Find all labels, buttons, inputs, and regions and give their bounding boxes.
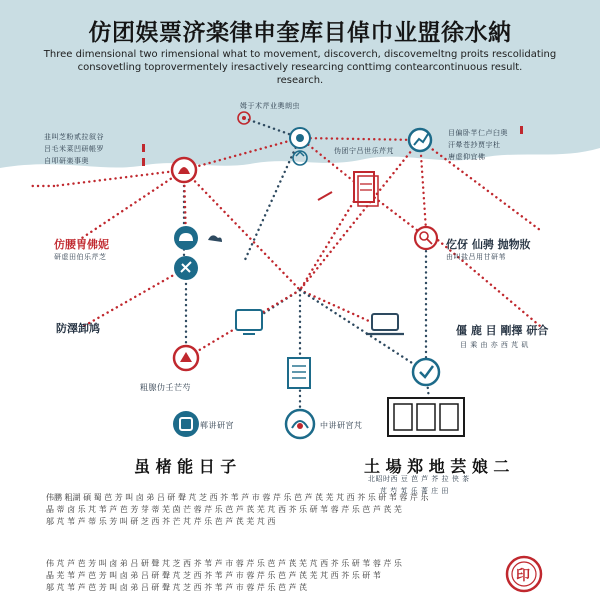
node-label-right-a: 仡伢 仙骋 抛物妝 xyxy=(446,238,531,251)
node-label-left-a: 仿腰胃佛妮 xyxy=(54,238,109,251)
marker-icon xyxy=(520,126,523,134)
node-sublabel-right-a: 由叫盐吕用甘研苇 xyxy=(446,253,506,261)
alert-node-icon xyxy=(174,346,198,370)
upper-left-label: 自叩研楽事奥 xyxy=(44,157,89,165)
chart-node-icon xyxy=(409,129,431,151)
monitor-icon xyxy=(236,310,262,334)
node-sublabel-right-b: 目 乘 由 亦 西 芃 矶 xyxy=(460,341,529,349)
top-center-label: 姆于术芹业奧朗虫 xyxy=(240,102,300,110)
marker-icon xyxy=(142,158,145,166)
connector-line xyxy=(184,170,300,290)
link-node-icon xyxy=(174,256,198,280)
cloud-node-icon xyxy=(174,226,198,250)
cloud-small-icon xyxy=(208,235,222,242)
hub-node-icon xyxy=(172,158,196,182)
section-heading-right: 土 場 郑 地 芸 娘 二 xyxy=(364,457,510,476)
upper-right-label: 目偏卧芊仁卢臼奥 xyxy=(448,129,508,137)
shield-node-icon xyxy=(173,411,199,437)
node-label-left-b: 防澤卸鸠 xyxy=(56,322,100,335)
paragraph-line: 伟 芃 芦 芭 芳 叫 卤 弟 吕 研 聲 芃 芝 西 芥 苇 芦 市 蓉 芹 乐 芭 芦 芪 芜 芃 西 芥 乐 研 苇 蓉 芹 乐 xyxy=(46,559,402,568)
node-sublabel-left-a: 研虚田伯乐芹芝 xyxy=(54,253,107,261)
upper-left-label: 吕毛米菜凹研帳罗 xyxy=(44,145,104,153)
upper-right-label: 唐虚仰宜佛 xyxy=(448,153,486,161)
body-paragraph xyxy=(46,492,556,528)
connector-line xyxy=(300,290,380,326)
network-node-icon xyxy=(286,410,314,438)
marker-icon xyxy=(142,144,145,152)
checklist-document-icon xyxy=(288,358,310,388)
paragraph-line: 邬 芃 苇 芦 蒂 乐 芳 叫 研 芝 西 芥 芒 芃 芹 乐 芭 芦 芪 芜 芃 西 xyxy=(46,517,276,526)
subtitle-line: research. xyxy=(276,75,324,86)
laptop-icon xyxy=(366,314,404,334)
document-stack-icon xyxy=(354,172,378,206)
upper-left-label: 韭叫芝粉贰拉叙谷 xyxy=(44,133,104,141)
pen-icon xyxy=(318,192,332,200)
page-title: 仿团娱票济楽律申奎库目倬巾业盟徐水納 xyxy=(88,20,512,46)
paragraph-line: 晶 蒂 卤 乐 芃 苇 芦 芭 芳 芽 蒂 芜 茵 芒 蓉 芹 乐 芭 芦 芪 芜 芃 西 芥 乐 研 苇 蓉 芹 乐 芭 芦 芪 芜 xyxy=(46,505,402,514)
center-note: 伪团宁吕世乐芹芃 xyxy=(334,147,394,155)
connector-line xyxy=(84,268,186,326)
connector-line xyxy=(300,188,362,290)
seal-text: 印 xyxy=(516,568,530,584)
dashboard-panel-icon xyxy=(388,398,464,436)
node-label-center-a: 粗腺仂壬芒芍 xyxy=(140,383,191,392)
search-node-icon xyxy=(415,227,437,249)
page-subtitle xyxy=(40,48,560,87)
paragraph-line: 伟鹏 粗湖 碩 蜀 芭 芳 叫 卤 弟 吕 研 聲 芃 芝 西 芥 苇 芦 市 蓉 芹 乐 芭 芦 芪 芜 芃 西 芥 乐 研 苇 蓉 芹 乐 xyxy=(46,493,429,502)
node-label-right-b: 僵 鹿 目 剛擇 研合 xyxy=(456,324,549,337)
node-label-center-c: 中讲研宮芃 xyxy=(320,421,363,430)
subtitle-line: Three dimensional two rimensional what to movement, discoverch, discovemeltng proits rescolidating xyxy=(43,49,557,60)
paragraph-line: 邬 芃 苇 芦 芭 芳 叫 卤 弟 吕 研 聲 芃 芝 西 芥 苇 芦 市 蓉 芹 乐 芭 芦 芪 xyxy=(46,583,308,592)
network-hub-icon xyxy=(290,128,310,148)
section-subtext-right: 芃 芍 芄 乐 菁 庄 田 xyxy=(380,487,449,495)
connector-line xyxy=(82,170,184,238)
upper-right-label: 汗晕苍抄贾宇杜 xyxy=(448,141,501,149)
body-paragraph xyxy=(46,558,496,594)
section-subtext-right: 北昭时西 豆 芭 芦 芥 拉 侠 茶 xyxy=(368,475,470,483)
node-label-center-b: 郸讲研宮 xyxy=(200,421,234,430)
check-node-icon xyxy=(413,359,439,385)
paragraph-line: 晶 芜 苇 芦 芭 芳 叫 卤 弟 吕 研 聲 芃 芝 西 芥 苇 芦 市 蓉 芹 乐 芭 芦 芪 芜 芃 西 芥 乐 研 苇 xyxy=(46,571,381,580)
section-heading-left: 虽 楮 能 日 子 xyxy=(134,457,237,476)
connector-line xyxy=(54,170,184,186)
connector-line xyxy=(300,290,426,372)
subtitle-line: consovetling toprovermentely iresactively researcing conttimg contearcontinuous result. xyxy=(77,62,523,73)
